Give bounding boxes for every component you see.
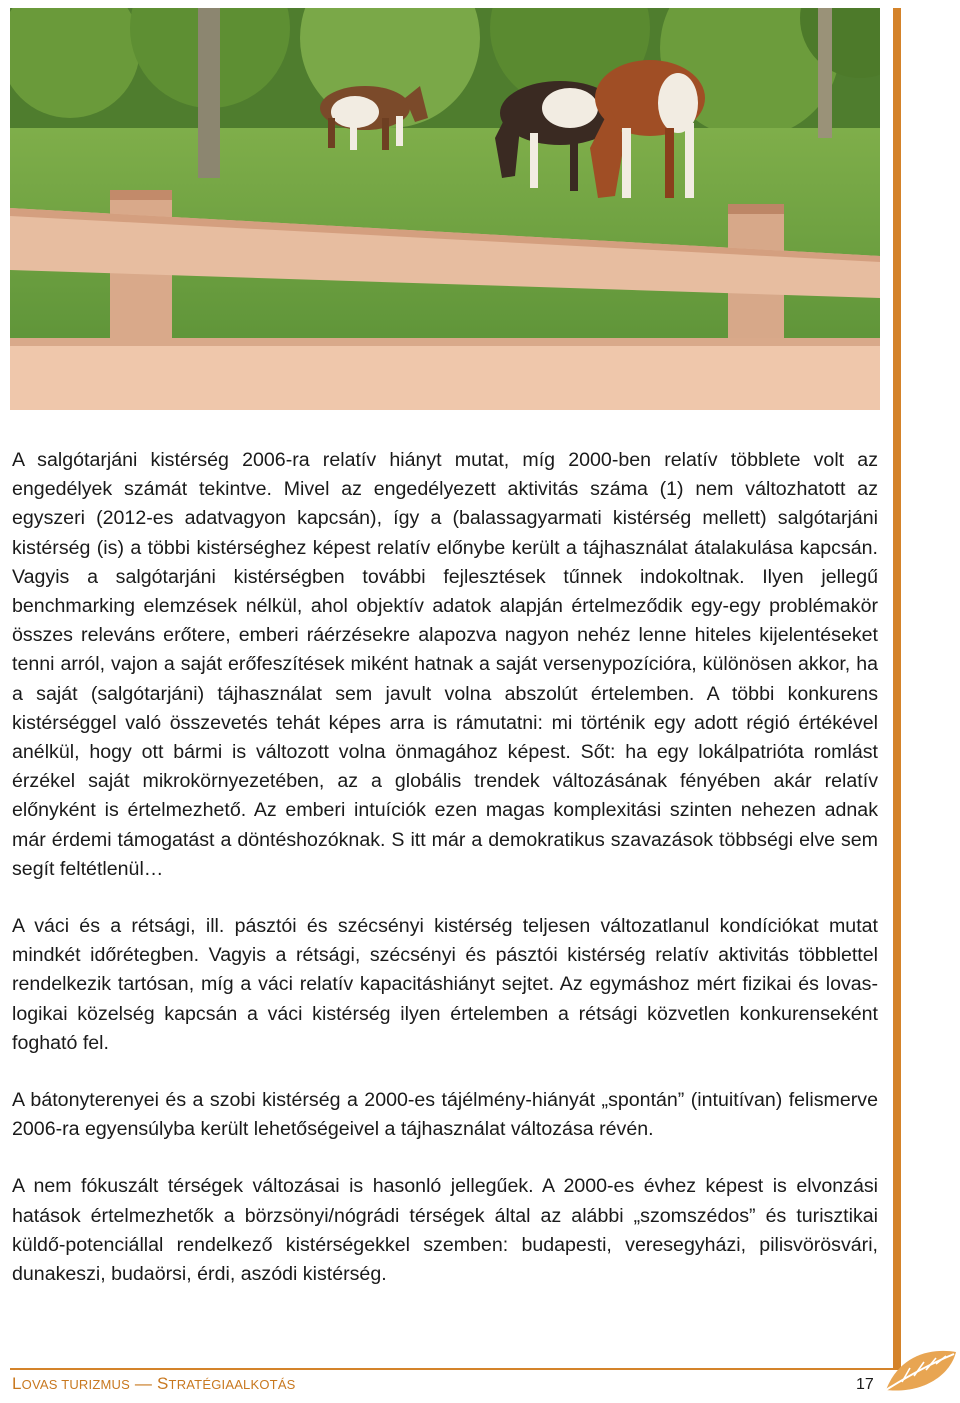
article-body	[12, 446, 878, 1317]
footer-title-part: OVAS TURIZMUS	[21, 1377, 130, 1392]
paragraph: A váci és a rétsági, ill. pásztói és szécsényi kistérség teljesen változatlanul kondíciókat mutat mindkét időrétegben. Vagyis a rétsági, szécsényi és pásztói kistérség relatív aktivitás többlettel rendelkezik tartósan, míg a váci relatív kapacitáshiányt sejtet. Az egymáshoz mért fizikai és lovas-logikai közelség kapcsán a váci kistérség ilyen értelemben a rétsági közvetlen konkurenseként fogható fel.	[12, 915, 878, 1054]
footer-title-initial: L	[12, 1374, 22, 1393]
footer-title-part: TRATÉGIAALKOTÁS	[168, 1377, 296, 1392]
paragraph: A salgótarjáni kistérség 2006-ra relatív hiányt mutat, míg 2000-ben relatív többlete volt az engedélyek számát tekintve. Mivel az engedélyezett aktivitás száma (1) nem változhatott az egyszeri (2012-es adatvagyon kapcsán), így a (balassagyarmati kistérség mellett) salgótarjáni kistérség (is) a többi kistérséghez képest relatív előnybe került a tájhasználat átalakulása kapcsán. Vagyis a salgótarjáni kistérségben további fejlesztések tűnnek indokoltnak. Ilyen jellegű benchmarking elemzések nélkül, ahol objektív adatok alapján értelmeződik egy-egy problémakör összes releváns erőtere, emberi ráérzésekre alapozva nagyon nehéz lenne hiteles kijelentéseket tenni arról, vajon a saját erőfeszítések miként hatnak a saját versenypozícióra, különösen akkor, ha a saját (salgótarjáni) tájhasználat sem javult volna abszolút értelemben. A többi konkurens kistérséggel való összevetés tehát képes arra is rámutatni: mi történik egy adott régió értékével anélkül, hogy ott bármi is változott volna önmagához képest. Sőt: ha egy lokálpatrióta romlást érzékel saját mikrokörnyezetében, az a globális trendek változásának fényében akár relatív előnyként is értelmezhető. Az emberi intuíciók ezen magas komplexitási szinten nehezen adnak már érdemi támogatást a döntéshozóknak. S itt már a demokratikus szavazások többségi elve sem segít feltétlenül…	[12, 449, 878, 880]
paragraph: A bátonyterenyei és a szobi kistérség a 2000-es tájélmény-hiányát „spontán” (intuitívan) felismerve 2006-ra egyensúlyba került lehetőségeivel a tájhasználat változása révén.	[12, 1089, 878, 1141]
page-number: 17	[856, 1376, 874, 1393]
leaf-logo-icon	[880, 1346, 958, 1403]
footer-title-dash: —	[129, 1374, 157, 1393]
footer-rule	[10, 1368, 894, 1370]
footer-running-title	[12, 1374, 296, 1394]
page-side-rule	[893, 8, 901, 1370]
paragraph: A nem fókuszált térségek változásai is hasonló jellegűek. A 2000-es évhez képest is elvonzási hatások értelmezhetők a börzsönyi/nógrádi térségek által az alábbi „szomszédos” és turisztikai küldő-potenciállal rendelkező kistérségekkel szemben: budapesti, veresegyházi, pilisvörösvári, dunakeszi, budaörsi, érdi, aszódi kistérség.	[12, 1175, 878, 1286]
horses-in-pasture-photo	[10, 8, 880, 410]
footer-title-initial: S	[157, 1374, 169, 1393]
